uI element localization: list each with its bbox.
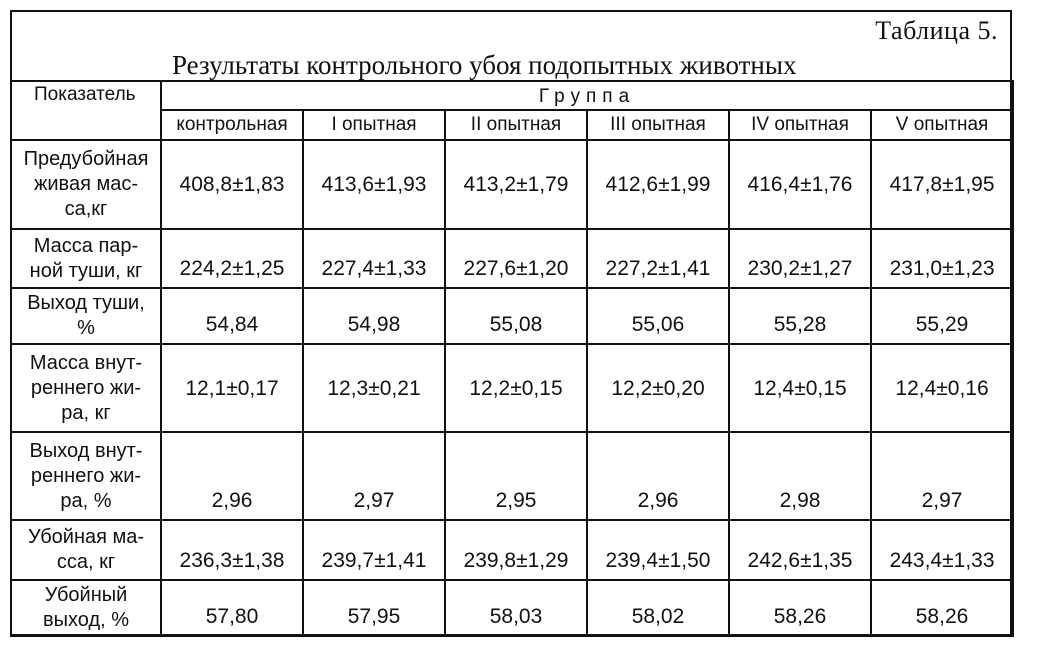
table-cell: 55,28 [729,288,871,344]
table-cell: 54,84 [161,288,303,344]
table-cell: 58,03 [445,580,587,636]
table-row [11,229,1013,288]
table-cell: 230,2±1,27 [729,229,871,288]
header-row-groups [11,110,1013,140]
table-cell: 243,4±1,33 [871,520,1013,580]
table-number: Таблица 5. [875,16,998,45]
table-cell: 239,7±1,41 [303,520,445,580]
table-cell: 2,97 [303,432,445,520]
row-label-line: ной туши, кг [29,259,143,282]
table-cell: 58,26 [871,580,1013,636]
row-label [11,344,161,432]
row-label-line: Выход внут- [29,439,143,462]
table-cell: 58,26 [729,580,871,636]
row-label-line: выход, % [42,609,130,631]
table-row [11,520,1013,580]
table-cell: 12,2±0,15 [445,344,587,432]
table-cell: 408,8±1,83 [161,140,303,229]
table-cell: 239,8±1,29 [445,520,587,580]
table-cell: 413,6±1,93 [303,140,445,229]
table-cell: 57,80 [161,580,303,636]
row-label-line: Масса внут- [29,351,143,374]
row-label [11,288,161,344]
table-cell: 55,29 [871,288,1013,344]
row-label-line: реннего жи- [30,376,142,399]
table-row [11,288,1013,344]
table-cell: 236,3±1,38 [161,520,303,580]
results-table [10,80,1014,637]
row-label-line: сса, кг [56,551,116,573]
table-cell: 239,4±1,50 [587,520,729,580]
table-cell: 12,2±0,20 [587,344,729,432]
table-cell: 242,6±1,35 [729,520,871,580]
table-cell: 12,4±0,15 [729,344,871,432]
header-group-0: контрольная [161,110,303,140]
table-cell: 57,95 [303,580,445,636]
row-label [11,520,161,580]
table-cell: 417,8±1,95 [871,140,1013,229]
table-cell: 2,96 [161,432,303,520]
table-row [11,432,1013,520]
table-row [11,580,1013,636]
table-cell: 2,96 [587,432,729,520]
header-group-3: III опытная [587,110,729,140]
row-label-line: живая мас- [34,173,138,195]
row-label-line: Убойная ма- [27,526,145,548]
row-label-line: Выход туши, [27,292,145,314]
row-label-line: Предубойная [23,148,149,170]
table-cell: 412,6±1,99 [587,140,729,229]
header-group-4: IV опытная [729,110,871,140]
table-row [11,140,1013,229]
row-label-line: Масса пар- [33,234,139,257]
table-cell: 54,98 [303,288,445,344]
table-cell: 231,0±1,23 [871,229,1013,288]
row-label [11,229,161,288]
row-label-line: ра, кг [61,401,111,424]
table-cell: 55,06 [587,288,729,344]
header-indicator: Показатель [11,81,161,140]
table-cell: 55,08 [445,288,587,344]
row-label-line: са,кг [64,198,108,220]
header-group-2: II опытная [445,110,587,140]
table-cell: 224,2±1,25 [161,229,303,288]
header-group: Группа [161,81,1013,110]
row-label [11,432,161,520]
table-cell: 2,98 [729,432,871,520]
table-cell: 2,97 [871,432,1013,520]
table-cell: 416,4±1,76 [729,140,871,229]
row-label-line: % [77,317,95,339]
table-cell: 58,02 [587,580,729,636]
table-cell: 227,2±1,41 [587,229,729,288]
table-cell: 227,4±1,33 [303,229,445,288]
row-label [11,140,161,229]
table-cell: 12,4±0,16 [871,344,1013,432]
table-row [11,344,1013,432]
table-cell: 12,3±0,21 [303,344,445,432]
table-cell: 2,95 [445,432,587,520]
table-cell: 12,1±0,17 [161,344,303,432]
header-group-5: V опытная [871,110,1013,140]
table-cell: 227,6±1,20 [445,229,587,288]
table-title: Результаты контрольного убоя подопытных животных [172,50,797,80]
header-row-group [11,81,1013,110]
row-label-line: ра, % [60,489,112,512]
row-label-line: реннего жи- [30,464,142,487]
row-label [11,580,161,636]
table-cell: 413,2±1,79 [445,140,587,229]
row-label-line: Убойный [44,584,128,606]
header-group-1: I опытная [303,110,445,140]
table-frame [10,10,1012,636]
